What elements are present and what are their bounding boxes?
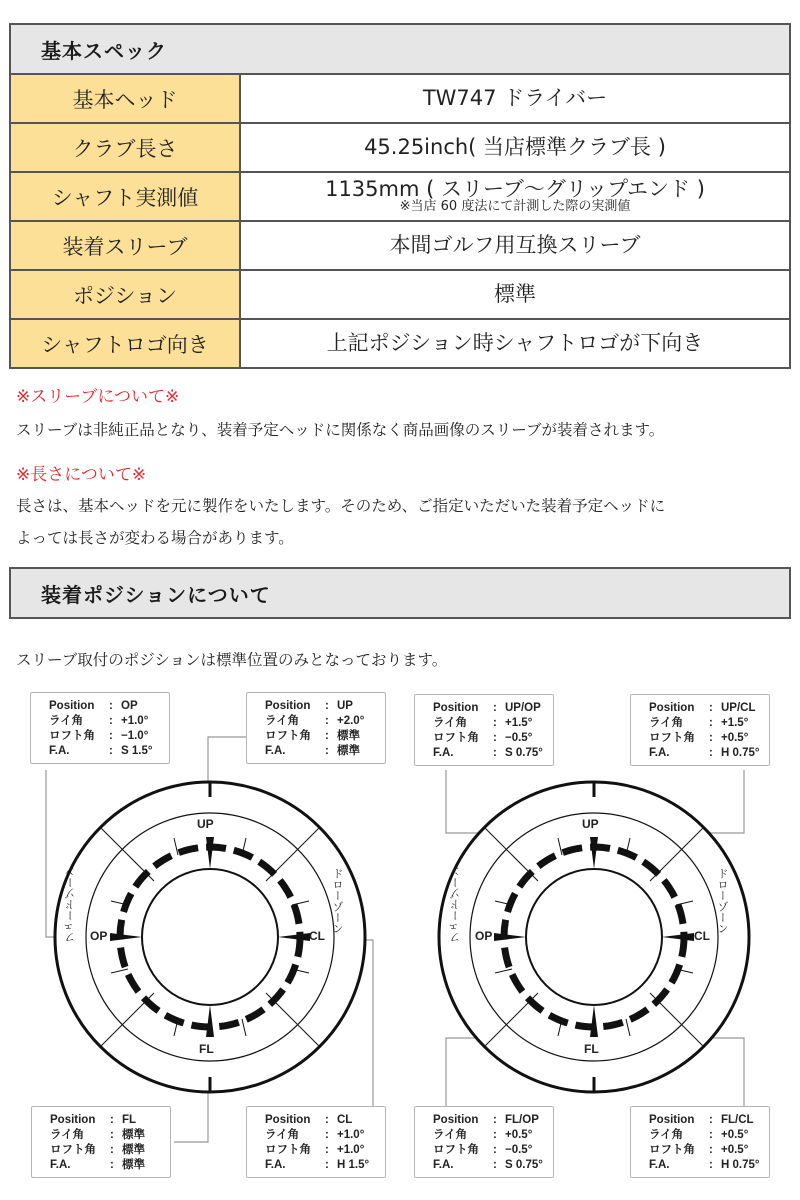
colon: :: [493, 1114, 497, 1126]
field-value: 標準: [337, 730, 360, 742]
spec-value-text: 1135mm ( スリーブ〜グリップエンド ): [325, 177, 705, 202]
colon: :: [709, 1114, 713, 1126]
field-label: ロフト角: [265, 1144, 311, 1156]
spec-label: クラブ長さ: [10, 123, 240, 172]
field-value: −0.5°: [505, 1144, 533, 1156]
position-description: スリーブ取付のポジションは標準位置のみとなっております。: [16, 651, 448, 669]
colon: :: [110, 1114, 114, 1126]
field-value: UP: [337, 700, 353, 712]
field-value: UP/OP: [505, 702, 541, 714]
field-label: ライ角: [649, 1129, 684, 1141]
spec-row-position: [10, 270, 790, 319]
right-dial-fl-label: FL: [584, 1042, 599, 1056]
colon: :: [709, 1159, 713, 1171]
field-value: CL: [337, 1114, 353, 1126]
spec-value: [240, 319, 790, 368]
info-box-up-op: [414, 694, 554, 766]
right-fade-zone-label: フェードゾーン: [449, 866, 462, 943]
colon: :: [709, 717, 713, 729]
left-draw-zone-label: ドローゾーン: [331, 868, 344, 934]
colon: :: [325, 1159, 329, 1171]
field-label: ライ角: [50, 1129, 85, 1141]
spec-label: シャフトロゴ向き: [10, 319, 240, 368]
colon: :: [709, 732, 713, 744]
colon: :: [709, 1144, 713, 1156]
field-label: ロフト角: [649, 1144, 695, 1156]
left-fade-zone-label: フェードゾーン: [64, 866, 77, 943]
field-value: −1.0°: [121, 730, 149, 742]
field-label: ライ角: [265, 715, 300, 727]
spec-value: [240, 270, 790, 319]
spec-value-text: 本間ゴルフ用互換スリーブ: [389, 233, 641, 258]
field-value: +0.5°: [721, 732, 749, 744]
sleeve-note-heading: ※スリーブについて※: [16, 387, 180, 407]
field-value: H 0.75°: [721, 747, 760, 759]
field-label: F.A.: [265, 1159, 286, 1171]
field-label: ライ角: [49, 715, 84, 727]
field-label: Position: [49, 700, 95, 712]
spec-label: 装着スリーブ: [10, 221, 240, 270]
field-label: F.A.: [50, 1159, 71, 1171]
colon: :: [325, 1114, 329, 1126]
field-value: FL/CL: [721, 1114, 754, 1126]
spec-value-text: TW747 ドライバー: [422, 86, 608, 111]
field-value: OP: [121, 700, 138, 712]
info-box-fl-cl: [630, 1106, 770, 1178]
field-label: ライ角: [433, 717, 468, 729]
field-label: F.A.: [433, 747, 454, 759]
colon: :: [110, 1144, 114, 1156]
spec-row-sleeve: [10, 221, 790, 270]
right-draw-zone-label: ドローゾーン: [716, 868, 729, 934]
colon: :: [325, 1129, 329, 1141]
left-dial-fl-label: FL: [199, 1042, 214, 1056]
colon: :: [325, 745, 329, 757]
field-label: ロフト角: [649, 732, 695, 744]
length-note-text-2: よっては長さが変わる場合があります。: [16, 529, 294, 547]
spec-value: [240, 74, 790, 123]
right-dial-cl-label: CL: [694, 929, 710, 943]
field-label: Position: [433, 702, 479, 714]
colon: :: [109, 730, 113, 742]
field-value: 標準: [122, 1129, 145, 1141]
field-value: +1.5°: [721, 717, 749, 729]
spec-value: [240, 221, 790, 270]
left-dial-cl-label: CL: [309, 929, 325, 943]
spec-value-text: 標準: [494, 282, 536, 307]
colon: :: [325, 700, 329, 712]
field-value: +1.0°: [121, 715, 149, 727]
colon: :: [110, 1129, 114, 1141]
field-value: −0.5°: [505, 732, 533, 744]
field-value: +1.5°: [505, 717, 533, 729]
colon: :: [325, 730, 329, 742]
colon: :: [493, 732, 497, 744]
field-label: F.A.: [649, 1159, 670, 1171]
colon: :: [109, 745, 113, 757]
colon: :: [709, 747, 713, 759]
field-label: ロフト角: [433, 1144, 479, 1156]
colon: :: [109, 700, 113, 712]
field-value: +0.5°: [721, 1144, 749, 1156]
field-label: ロフト角: [433, 732, 479, 744]
spec-section-title: 基本スペック: [9, 23, 791, 73]
spec-label: 基本ヘッド: [10, 74, 240, 123]
field-label: Position: [50, 1114, 96, 1126]
field-value: S 0.75°: [505, 747, 543, 759]
field-value: +1.0°: [337, 1144, 365, 1156]
field-label: ロフト角: [265, 730, 311, 742]
left-dial-up-label: UP: [197, 817, 214, 831]
field-label: F.A.: [649, 747, 670, 759]
colon: :: [109, 715, 113, 727]
field-label: Position: [649, 702, 695, 714]
field-value: 標準: [337, 745, 360, 757]
field-value: FL: [122, 1114, 137, 1126]
spec-table: [9, 73, 791, 369]
spec-value-note: ※当店 60 度法にて計測した際の実測値: [399, 199, 631, 215]
spec-value: [240, 123, 790, 172]
field-label: F.A.: [265, 745, 286, 757]
field-value: S 1.5°: [121, 745, 153, 757]
info-box-up: [246, 692, 386, 764]
field-label: Position: [649, 1114, 695, 1126]
length-note-text-1: 長さは、基本ヘッドを元に製作をいたします。そのため、ご指定いただいた装着予定ヘッドに: [16, 497, 666, 515]
info-box-cl: [246, 1106, 386, 1178]
field-value: +1.0°: [337, 1129, 365, 1141]
left-dial-op-label: OP: [90, 929, 108, 943]
colon: :: [493, 1144, 497, 1156]
field-label: F.A.: [49, 745, 70, 757]
field-value: +2.0°: [337, 715, 365, 727]
field-label: ライ角: [265, 1129, 300, 1141]
spec-row-logo: [10, 319, 790, 368]
colon: :: [325, 1144, 329, 1156]
spec-row-shaft-measure: [10, 172, 790, 221]
spec-row-head: [10, 74, 790, 123]
info-box-op: [30, 692, 170, 764]
field-label: ライ角: [649, 717, 684, 729]
spec-value-text: 45.25inch( 当店標準クラブ長 ): [364, 135, 666, 160]
colon: :: [325, 715, 329, 727]
field-value: UP/CL: [721, 702, 756, 714]
field-label: Position: [265, 1114, 311, 1126]
right-dial-op-label: OP: [475, 929, 493, 943]
field-value: 標準: [122, 1159, 145, 1171]
info-box-fl-op: [414, 1106, 554, 1178]
field-label: ロフト角: [49, 730, 95, 742]
spec-value-text: 上記ポジション時シャフトロゴが下向き: [326, 331, 704, 356]
spec-label: シャフト実測値: [10, 172, 240, 221]
info-box-up-cl: [630, 694, 770, 766]
spec-label: ポジション: [10, 270, 240, 319]
spec-value: [240, 172, 790, 221]
colon: :: [493, 747, 497, 759]
field-label: Position: [433, 1114, 479, 1126]
colon: :: [709, 702, 713, 714]
colon: :: [493, 1129, 497, 1141]
field-value: H 1.5°: [337, 1159, 370, 1171]
info-box-fl: [31, 1106, 171, 1178]
field-value: H 0.75°: [721, 1159, 760, 1171]
field-value: S 0.75°: [505, 1159, 543, 1171]
colon: :: [493, 1159, 497, 1171]
colon: :: [110, 1159, 114, 1171]
colon: :: [709, 1129, 713, 1141]
field-label: F.A.: [433, 1159, 454, 1171]
field-label: Position: [265, 700, 311, 712]
position-section-title: 装着ポジションについて: [9, 567, 791, 619]
field-label: ライ角: [433, 1129, 468, 1141]
length-note-heading: ※長さについて※: [16, 465, 147, 485]
field-value: 標準: [122, 1144, 145, 1156]
field-value: +0.5°: [505, 1129, 533, 1141]
colon: :: [493, 717, 497, 729]
field-label: ロフト角: [50, 1144, 96, 1156]
right-dial-up-label: UP: [582, 817, 599, 831]
colon: :: [493, 702, 497, 714]
sleeve-note-text: スリーブは非純正品となり、装着予定ヘッドに関係なく商品画像のスリーブが装着されます。: [16, 421, 665, 439]
spec-row-length: [10, 123, 790, 172]
field-value: FL/OP: [505, 1114, 539, 1126]
field-value: +0.5°: [721, 1129, 749, 1141]
